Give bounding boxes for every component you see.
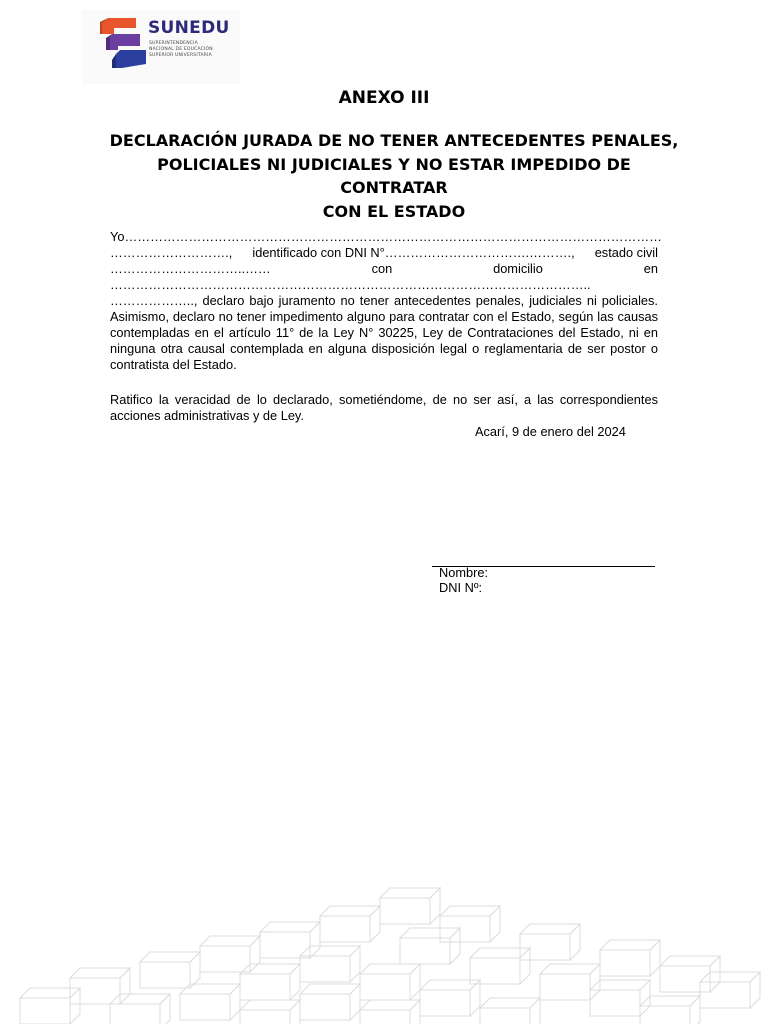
footer-cubes-watermark xyxy=(0,860,768,1024)
title-line: DECLARACIÓN JURADA DE NO TENER ANTECEDENTES PENALES, xyxy=(109,131,679,150)
annex-title: ANEXO III xyxy=(338,88,430,108)
declaration-line-name: Yo……………………………………………………………………………………………………………… xyxy=(110,229,662,244)
dots-field: …………………………..…… xyxy=(110,261,271,276)
logo-subtitle-line: SUPERIOR UNIVERSITARIA xyxy=(149,53,212,58)
signature-block xyxy=(439,566,488,595)
name-label: Nombre: xyxy=(439,565,489,580)
sunedu-blocks-icon xyxy=(100,16,148,72)
sunedu-logo xyxy=(82,10,240,84)
declaration-line-dots: ………………………………………………………………………………………………….. xyxy=(110,277,591,292)
title-line: POLICIALES NI JUDICIALES Y NO ESTAR IMPEDIDO DE CONTRATAR xyxy=(157,154,631,197)
word-con: con xyxy=(371,261,393,276)
declaration-rest: Asimismo, declaro no tener impedimento alguno para contratar con el Estado, según las causas contempladas en el artículo 11° de la Ley N° 30225, Ley de Contrataciones del Estado, ni en ninguna otra causal contemplada en alguna disposición legal o reglamentaria de ser postor o contratista del Estado. xyxy=(110,309,658,372)
declaration-line-oath: ……………….., declaro bajo juramento no tener antecedentes penales, judiciales ni policiales. xyxy=(110,293,658,308)
logo-subtitle-line: NACIONAL DE EDUCACIÓN xyxy=(149,47,213,52)
logo-wordmark: SUNEDU xyxy=(148,18,230,38)
declaration-line-dni xyxy=(110,245,658,261)
civil-status-text: estado civil xyxy=(594,245,658,260)
ratification-paragraph: Ratifico la veracidad de lo declarado, sometiéndome, de no ser así, a las correspondientes acciones administrativas y de Ley. xyxy=(110,392,658,423)
declaration-line-address xyxy=(110,261,658,277)
dni-text: identificado con DNI N°…………………………….………., xyxy=(252,245,575,260)
dni-label: DNI Nº: xyxy=(439,579,483,595)
declaration-paragraph xyxy=(110,229,662,373)
logo-subtitle-line: SUPERINTENDENCIA xyxy=(149,41,198,46)
document-title xyxy=(104,129,684,223)
dots-field: ………………………., xyxy=(110,245,233,260)
word-en: en xyxy=(643,261,658,276)
title-line: CON EL ESTADO xyxy=(322,201,466,221)
word-domicilio: domicilio xyxy=(493,261,543,276)
place-date: Acarí, 9 de enero del 2024 xyxy=(475,424,626,439)
logo-subtitle xyxy=(149,41,239,59)
